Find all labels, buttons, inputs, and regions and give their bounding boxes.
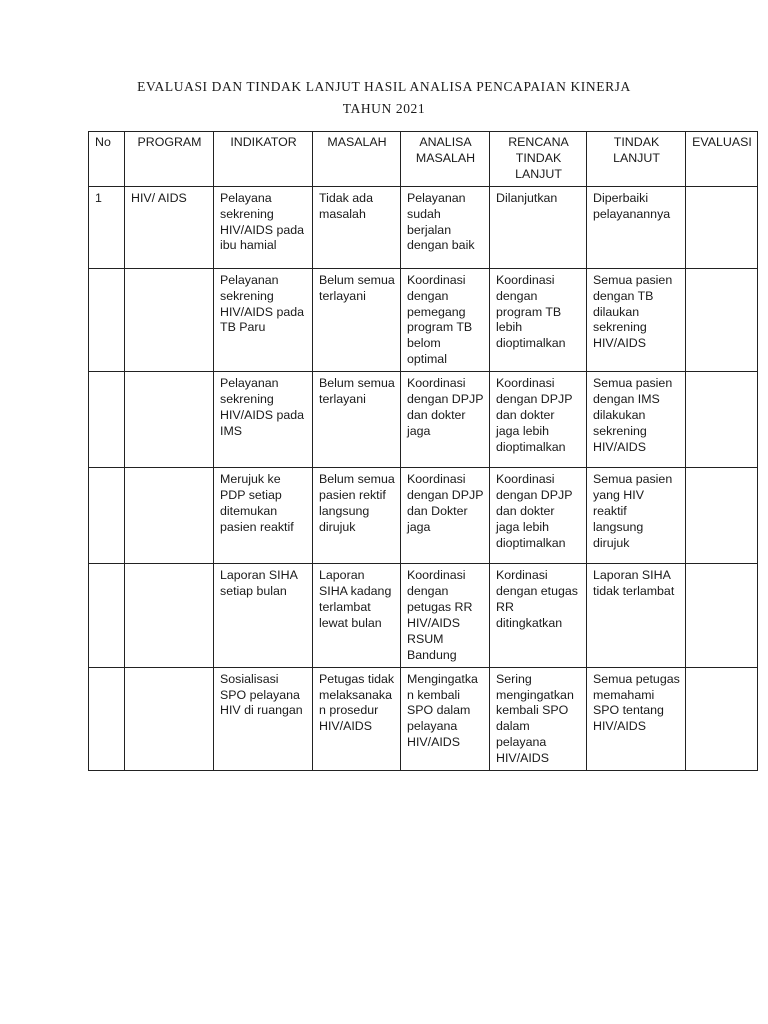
cell-no bbox=[89, 468, 125, 564]
cell-evaluasi bbox=[686, 468, 758, 564]
cell-indikator: Pelayanan sekrening HIV/AIDS pada TB Paru bbox=[214, 268, 313, 371]
cell-tindak-lanjut: Laporan SIHA tidak terlambat bbox=[587, 564, 686, 667]
cell-tindak-lanjut: Semua pasien yang HIV reaktif langsung dirujuk bbox=[587, 468, 686, 564]
header-analisa-masalah: ANALISA MASALAH bbox=[401, 132, 490, 187]
cell-tindak-lanjut: Diperbaiki pelayanannya bbox=[587, 186, 686, 268]
header-rencana-tindak-lanjut: RENCANA TINDAK LANJUT bbox=[490, 132, 587, 187]
header-evaluasi: EVALUASI bbox=[686, 132, 758, 187]
cell-rencana-tindak-lanjut: Kordinasi dengan etugas RR ditingkatkan bbox=[490, 564, 587, 667]
cell-rencana-tindak-lanjut: Koordinasi dengan DPJP dan dokter jaga lebih dioptimalkan bbox=[490, 468, 587, 564]
cell-indikator: Pelayana sekrening HIV/AIDS pada ibu hamial bbox=[214, 186, 313, 268]
cell-masalah: Belum semua pasien rektif langsung dirujuk bbox=[313, 468, 401, 564]
cell-masalah: Belum semua terlayani bbox=[313, 268, 401, 371]
header-no: No bbox=[89, 132, 125, 187]
cell-program bbox=[125, 667, 214, 770]
table-row bbox=[89, 372, 758, 468]
table-row bbox=[89, 564, 758, 667]
cell-indikator: Sosialisasi SPO pelayana HIV di ruangan bbox=[214, 667, 313, 770]
cell-indikator: Pelayanan sekrening HIV/AIDS pada IMS bbox=[214, 372, 313, 468]
cell-program bbox=[125, 372, 214, 468]
cell-no: 1 bbox=[89, 186, 125, 268]
cell-analisa-masalah: Pelayanan sudah berjalan dengan baik bbox=[401, 186, 490, 268]
evaluation-table bbox=[88, 131, 758, 771]
cell-tindak-lanjut: Semua pasien dengan TB dilaukan sekrening HIV/AIDS bbox=[587, 268, 686, 371]
cell-masalah: Tidak ada masalah bbox=[313, 186, 401, 268]
cell-tindak-lanjut: Semua petugas memahami SPO tentang HIV/AIDS bbox=[587, 667, 686, 770]
cell-analisa-masalah: Koordinasi dengan DPJP dan dokter jaga bbox=[401, 372, 490, 468]
cell-analisa-masalah: Mengingatkan kembali SPO dalam pelayana HIV/AIDS bbox=[401, 667, 490, 770]
cell-rencana-tindak-lanjut: Koordinasi dengan program TB lebih dioptimalkan bbox=[490, 268, 587, 371]
cell-masalah: Petugas tidak melaksanakan prosedur HIV/AIDS bbox=[313, 667, 401, 770]
header-row bbox=[89, 132, 758, 187]
cell-evaluasi bbox=[686, 268, 758, 371]
cell-rencana-tindak-lanjut: Sering mengingatkan kembali SPO dalam pelayana HIV/AIDS bbox=[490, 667, 587, 770]
cell-evaluasi bbox=[686, 667, 758, 770]
document-year: TAHUN 2021 bbox=[342, 101, 426, 116]
document-title: EVALUASI DAN TINDAK LANJUT HASIL ANALISA PENCAPAIAN KINERJA bbox=[137, 79, 631, 94]
table-row bbox=[89, 667, 758, 770]
table-row bbox=[89, 468, 758, 564]
table-body bbox=[89, 186, 758, 770]
cell-masalah: Laporan SIHA kadang terlambat lewat bulan bbox=[313, 564, 401, 667]
header-masalah: MASALAH bbox=[313, 132, 401, 187]
header-program: PROGRAM bbox=[125, 132, 214, 187]
cell-indikator: Merujuk ke PDP setiap ditemukan pasien reaktif bbox=[214, 468, 313, 564]
cell-evaluasi bbox=[686, 564, 758, 667]
cell-rencana-tindak-lanjut: Dilanjutkan bbox=[490, 186, 587, 268]
table-row bbox=[89, 268, 758, 371]
cell-no bbox=[89, 268, 125, 371]
cell-tindak-lanjut: Semua pasien dengan IMS dilakukan sekrening HIV/AIDS bbox=[587, 372, 686, 468]
cell-no bbox=[89, 372, 125, 468]
header-indikator: INDIKATOR bbox=[214, 132, 313, 187]
cell-evaluasi bbox=[686, 372, 758, 468]
header-tindak-lanjut: TINDAK LANJUT bbox=[587, 132, 686, 187]
table-row bbox=[89, 186, 758, 268]
cell-rencana-tindak-lanjut: Koordinasi dengan DPJP dan dokter jaga lebih dioptimalkan bbox=[490, 372, 587, 468]
cell-program: HIV/ AIDS bbox=[125, 186, 214, 268]
cell-analisa-masalah: Koordinasi dengan petugas RR HIV/AIDS RSUM Bandung bbox=[401, 564, 490, 667]
cell-evaluasi bbox=[686, 186, 758, 268]
cell-program bbox=[125, 564, 214, 667]
cell-analisa-masalah: Koordinasi dengan DPJP dan Dokter jaga bbox=[401, 468, 490, 564]
cell-no bbox=[89, 564, 125, 667]
cell-masalah: Belum semua terlayani bbox=[313, 372, 401, 468]
cell-program bbox=[125, 268, 214, 371]
cell-program bbox=[125, 468, 214, 564]
table-header bbox=[89, 132, 758, 187]
cell-indikator: Laporan SIHA setiap bulan bbox=[214, 564, 313, 667]
cell-analisa-masalah: Koordinasi dengan pemegang program TB belom optimal bbox=[401, 268, 490, 371]
cell-no bbox=[89, 667, 125, 770]
